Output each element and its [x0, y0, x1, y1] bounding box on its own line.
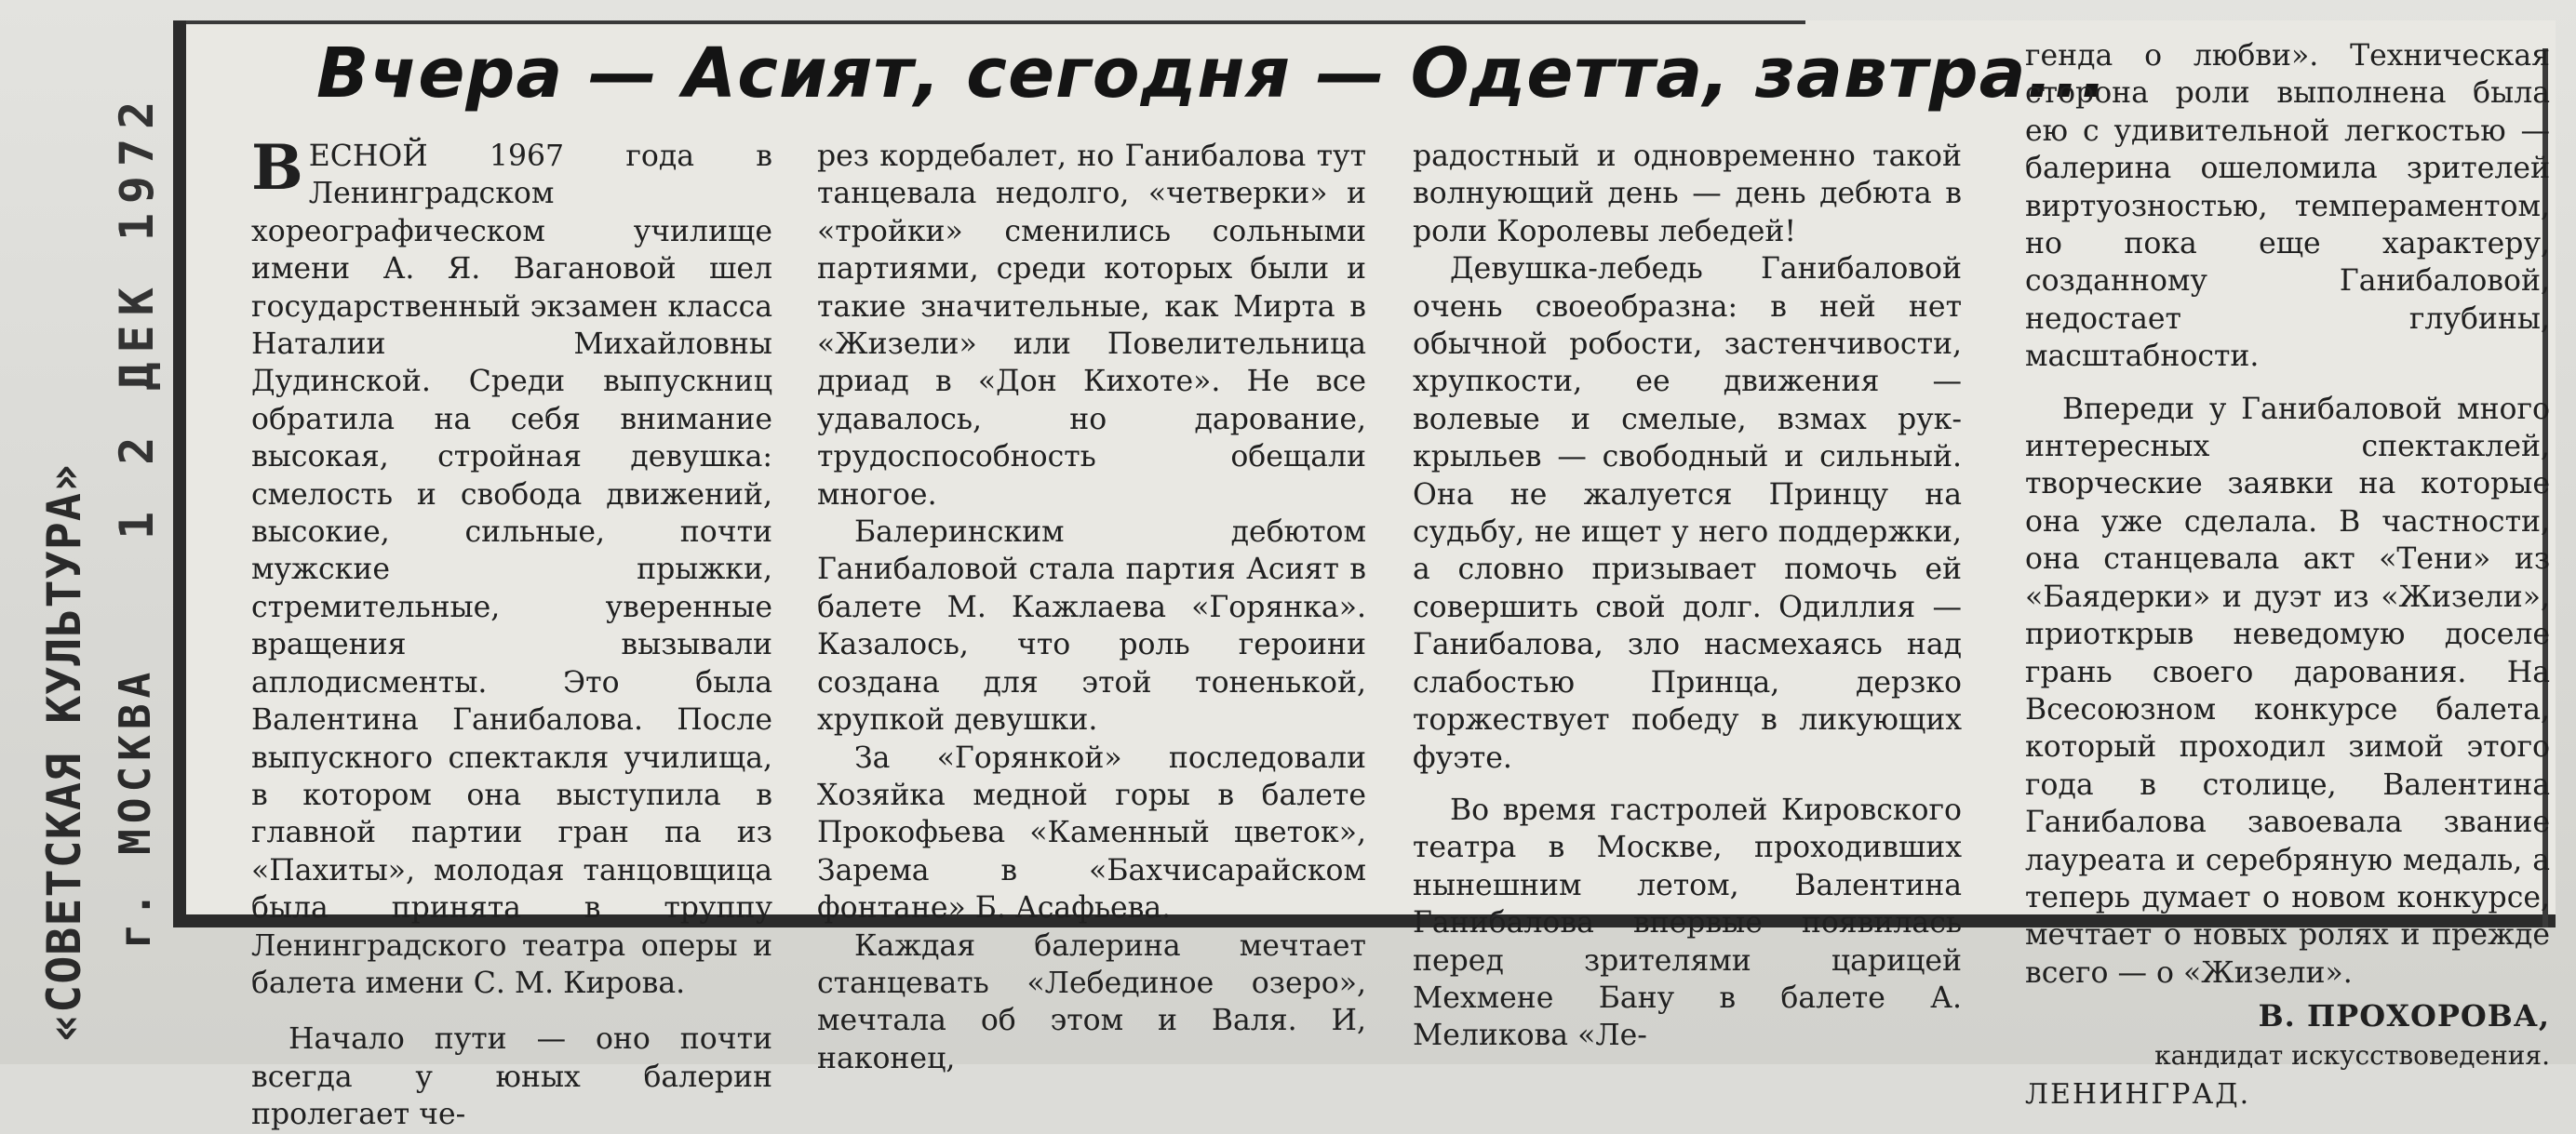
article-paragraph: Впереди у Ганибаловой много интересных спектаклей, творческие заявки на которые она уже сделала. В частности, она станцевала акт «Тени» из «Баядерки» и дуэт из «Жизели», приоткрыв неведомую доселе грань своего дарования. На Всесоюзном конкурсе балета, который проходил зимой этого года в столице, Валентина Ганибалова завоевала звание лауреата и серебряную медаль, а теперь думает о новом конкурсе, мечтает о новых ролях и прежде всего — о «Жизели». [2025, 392, 2550, 990]
stamp-date: 1 2 ДЕК 1972 [110, 91, 164, 540]
article-paragraph: радостный и одновременно такой волнующий день — день дебюта в роли Королевы лебедей! [1413, 140, 1962, 248]
article-paragraph: Балеринским дебютом Ганибаловой стала партия Асият в балете М. Кажлаева «Горянка». Казалось, что роль героини создана для этой тоненькой, хрупкой девушки. [817, 515, 1366, 738]
article-column-2 [817, 138, 1366, 1077]
article-paragraph: рез кордебалет, но Ганибалова тут танцевала недолго, «четверки» и «тройки» сменились сольными партиями, среди которых были и такие значительные, как Мирта в «Жизели» или Повелительница дриад в «Дон Кихоте». Не все удавалось, но дарование, трудоспособность обещали многое. [817, 140, 1366, 512]
article-column-3 [1413, 138, 1962, 1055]
author-title: кандидат искусствоведения. [2154, 1039, 2550, 1071]
paragraph-text: ЕСНОЙ 1967 года в Ленинградском хореографическом училище имени А. Я. Вагановой шел государственный экзамен класса Наталии Михайловны Дудинской. Среди выпускниц обратила на себя внимание высокая, стройная девушка: смелость и свобода движений, высокие, сильные, почти мужские прыжки, стремительные, уверенные вращения вызывали аплодисменты. Это была Валентина Ганибалова. После выпускного спектакля училища, в котором она выступила в главной партии гран па из «Пахиты», молодая танцовщица была принята в труппу Ленинградского театра оперы и балета имени С. М. Кирова. [251, 140, 772, 1000]
article-paragraph: Во время гастролей Кировского театра в Москве, проходивших нынешним летом, Валентина Ганибалова впервые появилась перед зрителями царицей Мехмене Бану в балете А. Меликова «Ле- [1413, 793, 1962, 1053]
stamp-newspaper-name: «СОВЕТСКАЯ КУЛЬТУРА» [37, 462, 91, 1042]
article-headline: Вчера — Асият, сегодня — Одетта, завтра... [316, 33, 2108, 113]
author-name: В. ПРОХОРОВА, [2258, 998, 2550, 1034]
article-paragraph: генда о любви». Техническая сторона роли выполнена была ею с удивительной легкостью — балерина ошеломила зрителей виртуозностью, темпераментом, но пока еще характеру, созданному Ганибаловой, недостает глубины, масштабности. [2025, 39, 2550, 374]
clipping-border-top [186, 20, 1805, 24]
article-column-4 [2025, 37, 2550, 1114]
article-paragraph [251, 131, 772, 1002]
stamp-city: г. МОСКВА [110, 666, 160, 949]
article-column-1 [251, 131, 772, 1134]
article-paragraph: Девушка-лебедь Ганибаловой очень своеобразна: в ней нет обычной робости, застенчивости, хрупкости, ее движения — волевые и смелые, взмах рук-крыльев — свободный и сильный. Она не жалуется Принцу на судьбу, не ищет у него поддержки, а словно призывает помочь ей совершить свой долг. Одиллия — Ганибалова, зло насмехаясь над слабостью Принца, дерзко торжествует победу в ликующих фуэте. [1413, 252, 1962, 775]
article-paragraph: За «Горянкой» последовали Хозяйка медной горы в балете Прокофьева «Каменный цветок», Зарема в «Бахчисарайском фонтане» Б. Асафьева. [817, 740, 1366, 926]
archive-stamp [37, 56, 177, 1042]
dateline-city: ЛЕНИНГРАД. [2025, 1077, 2251, 1111]
clipping-border-left [173, 20, 186, 927]
article-paragraph: Каждая балерина мечтает станцевать «Лебединое озеро», мечтала об этом и Валя. И, наконец, [817, 928, 1366, 1075]
article-paragraph: Начало пути — оно почти всегда у юных балерин пролегает че- [251, 1022, 772, 1132]
drop-cap: В [251, 131, 303, 204]
